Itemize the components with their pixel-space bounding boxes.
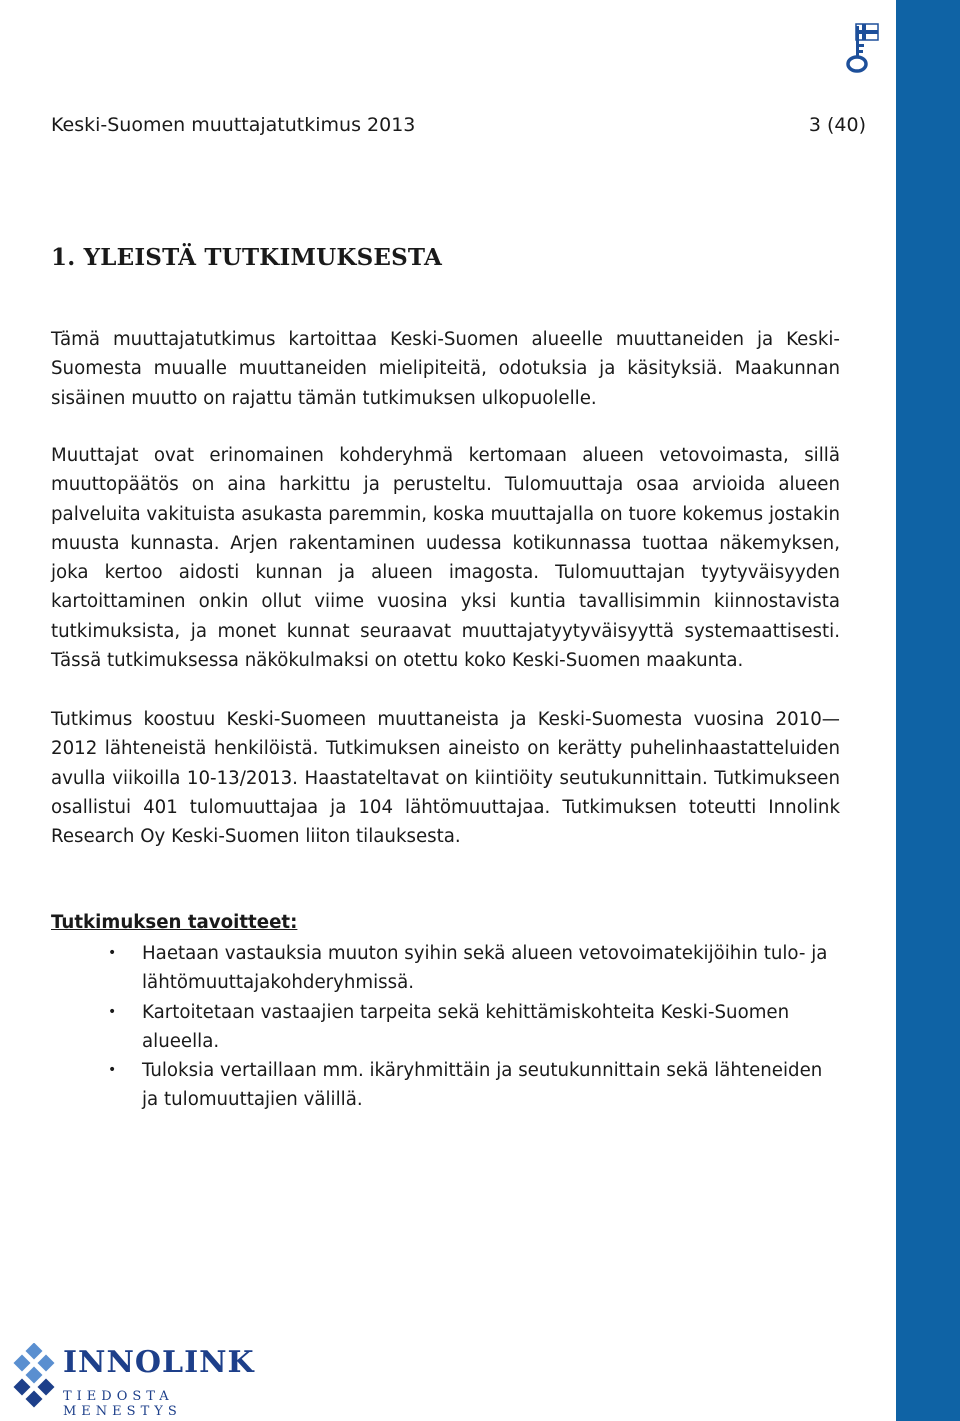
- innolink-logo: [8, 1343, 268, 1419]
- list-item: [102, 939, 840, 998]
- goals-list: [102, 939, 840, 1115]
- key-flag-icon: [838, 22, 882, 74]
- bullet-icon: •: [108, 1062, 117, 1079]
- goal-text: Haetaan vastauksia muuton syihin sekä alueen vetovoimatekijöihin tulo- ja lähtömuuttajakohderyhmissä.: [142, 943, 828, 994]
- bullet-icon: •: [108, 1003, 117, 1020]
- list-item: [102, 998, 840, 1057]
- page-number: 3 (40): [808, 114, 866, 136]
- paragraph-movers: Muuttajat ovat erinomainen kohderyhmä kertomaan alueen vetovoimasta, sillä muuttopäätös on aina harkittu ja perusteltu. Tulomuuttaja osaa arvioida alueen palveluita vakituista asukasta paremmin, koska muuttajalla on tuore kokemus jostakin muusta kunnasta. Arjen rakentaminen uudessa kotikunnassa tuottaa näkemyksen, joka kertoo aidosti kunnan ja alueen imagosta. Tulomuuttajan tyytyväisyyden kartoittaminen onkin ollut viime vuosina yksi kuntia tavallisimmin kiinnostavista tutkimuksista, ja monet kunnat seuraavat muuttajatyytyväisyyttä systemaattisesti. Tässä tutkimuksessa näkökulmaksi on otettu koko Keski-Suomen maakunta.: [51, 445, 840, 672]
- goal-text: Kartoitetaan vastaajien tarpeita sekä kehittämiskohteita Keski-Suomen alueella.: [142, 1001, 790, 1052]
- side-color-band: [896, 0, 960, 1421]
- brand-tagline: TIEDOSTA MENESTYS: [63, 1389, 182, 1419]
- list-item: [102, 1056, 840, 1115]
- page-header: [51, 114, 866, 142]
- diamond-logo-icon: [8, 1343, 60, 1409]
- section-heading: 1. YLEISTÄ TUTKIMUKSESTA: [51, 244, 443, 271]
- brand-name: INNOLINK: [63, 1345, 255, 1380]
- bullet-icon: •: [108, 945, 117, 961]
- goal-text: Tuloksia vertaillaan mm. ikäryhmittäin ja seutukunnittain sekä lähteneiden ja tulomuuttajien välillä.: [142, 1060, 823, 1111]
- paragraph-method: Tutkimus koostuu Keski-Suomeen muuttaneista ja Keski-Suomesta vuosina 2010—2012 lähteneistä henkilöistä. Tutkimuksen aineisto on kerätty puhelinhaastatteluiden avulla viikoilla 10-13/2013. Haastateltavat on kiintiöity seutukunnittain. Tutkimukseen osallistui 401 tulomuuttajaa ja 104 lähtömuuttajaa. Tutkimuksen toteutti Innolink Research Oy Keski-Suomen liiton tilauksesta.: [51, 709, 840, 848]
- goals-heading: Tutkimuksen tavoitteet:: [51, 912, 298, 933]
- paragraph-intro: Tämä muuttajatutkimus kartoittaa Keski-Suomen alueelle muuttaneiden ja Keski-Suomesta muualle muuttaneiden mielipiteitä, odotuksia ja käsityksiä. Maakunnan sisäinen muutto on rajattu tämän tutkimuksen ulkopuolelle.: [51, 329, 840, 409]
- document-title: Keski-Suomen muuttajatutkimus 2013: [51, 114, 416, 136]
